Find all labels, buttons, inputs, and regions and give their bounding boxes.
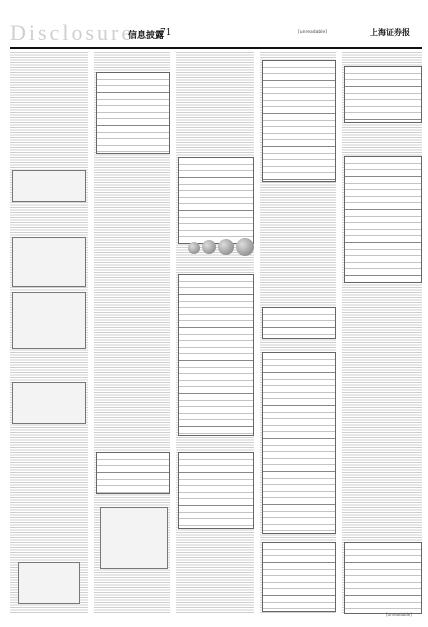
data-table bbox=[178, 452, 254, 529]
photo bbox=[188, 242, 200, 254]
paper-name: 上海证券报 bbox=[370, 27, 410, 37]
masthead-rule bbox=[10, 47, 422, 49]
figure bbox=[12, 237, 86, 287]
data-table bbox=[344, 542, 422, 614]
photo bbox=[218, 239, 234, 255]
data-table bbox=[262, 352, 336, 534]
data-table bbox=[262, 542, 336, 612]
masthead bbox=[10, 20, 422, 48]
data-table bbox=[344, 66, 422, 123]
figure bbox=[12, 382, 86, 424]
figure bbox=[12, 170, 86, 202]
data-table bbox=[96, 452, 170, 494]
folio: [unreadable] bbox=[386, 612, 412, 617]
data-table bbox=[262, 60, 336, 182]
announcement-body bbox=[10, 52, 422, 614]
text-column bbox=[342, 52, 422, 614]
section-banner: Disclosure bbox=[10, 20, 135, 45]
dateline: [unreadable] bbox=[298, 30, 327, 35]
photo bbox=[202, 240, 216, 254]
data-table bbox=[178, 157, 254, 244]
photo bbox=[236, 238, 254, 256]
page-number: 71 bbox=[160, 28, 172, 38]
figure bbox=[100, 507, 168, 569]
data-table bbox=[96, 72, 170, 154]
map-figure bbox=[18, 562, 80, 604]
data-table bbox=[344, 156, 422, 283]
section-name: 信息披露 bbox=[128, 31, 165, 41]
data-table bbox=[178, 274, 254, 436]
data-table bbox=[262, 307, 336, 339]
figure bbox=[12, 292, 86, 349]
